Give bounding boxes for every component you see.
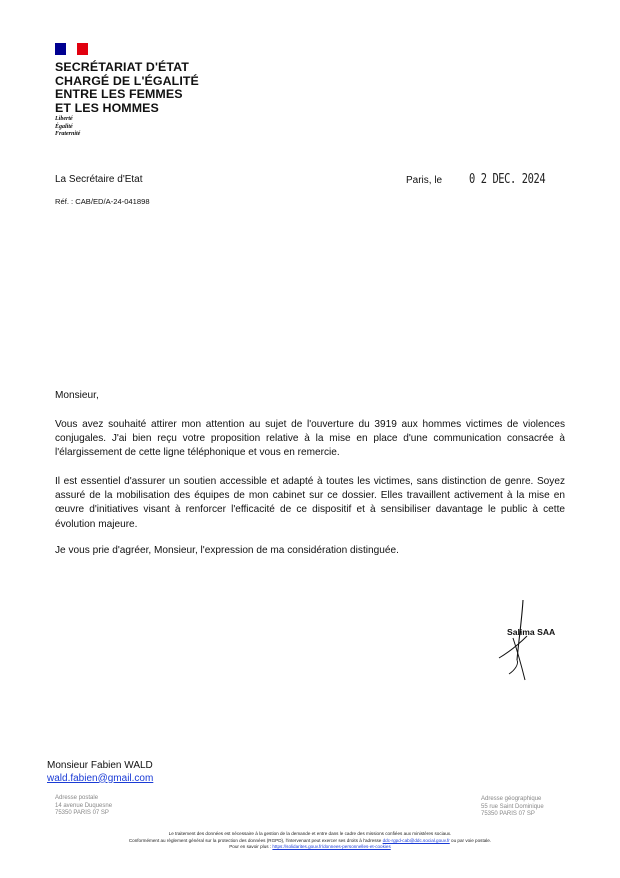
- motto-line: Égalité: [55, 123, 73, 130]
- postal-address: [55, 795, 112, 818]
- french-flag-logo: [55, 43, 88, 55]
- address-line: Adresse géographique: [481, 796, 542, 802]
- paragraph: Vous avez souhaité attirer mon attention au sujet de l'ouverture du 3919 aux hommes victimes de violences conjugales. J'ai bien reçu votre proposition relative à la mise en place d'une communication consacrée à l'élargissement de cette ligne téléphonique et vous en remercie.: [55, 419, 565, 459]
- footer-line: [0, 844, 620, 851]
- ministry-line: ET LES HOMMES: [55, 100, 159, 115]
- ministry-line: SECRÉTARIAT D'ÉTAT: [55, 60, 189, 74]
- footer-line: [0, 838, 620, 845]
- sender-title: La Secrétaire d'Etat: [55, 174, 143, 185]
- handwritten-signature: [495, 598, 545, 683]
- geographic-address: [481, 796, 544, 819]
- address-line: 75350 PARIS 07 SP: [55, 810, 109, 817]
- recipient-block: [47, 760, 153, 785]
- signatory-name: Salima SAA: [507, 627, 556, 637]
- paragraph: Il est essentiel d'assurer un soutien accessible et adapté à toutes les victimes, sans distinction de genre. Soyez assuré de la mobilisation des équipes de mon cabinet sur ce dossier. Elles travaillent activement à la mise en œuvre d'initiatives visant à renforcer l'efficacité de ce dispositif et à sensibiliser davantage le public à cette évolution majeure.: [55, 476, 565, 530]
- ministry-line: ENTRE LES FEMMES: [55, 87, 183, 102]
- gdpr-footer: [0, 831, 620, 851]
- flag-blue-band: [55, 43, 66, 55]
- salutation: Monsieur,: [55, 390, 99, 401]
- ministry-line: CHARGÉ DE L'ÉGALITÉ: [55, 73, 199, 88]
- date-stamp: 0 2 DEC. 2024: [469, 172, 546, 187]
- reference-number: Réf. : CAB/ED/A-24-041898: [55, 197, 150, 206]
- motto-line: Liberté: [55, 116, 73, 122]
- footer-line: Le traitement des données est nécessaire à la gestion de la demande et entre dans le cadre des missions confiées aux ministères sociaux.: [168, 831, 452, 836]
- recipient-name: Monsieur Fabien WALD: [47, 760, 153, 771]
- paragraph: Je vous prie d'agréer, Monsieur, l'expression de ma considération distinguée.: [55, 545, 399, 556]
- republic-motto: [55, 116, 80, 139]
- address-line: Adresse postale: [55, 795, 99, 801]
- footer-privacy-link[interactable]: https://solidarites.gouv.fr/donnees-personnelles-et-cookies: [272, 844, 391, 850]
- recipient-email-link[interactable]: wald.fabien@gmail.com: [47, 772, 154, 784]
- footer-text: Conformément au règlement général sur la protection des données (RGPD), l'intervenant peut exercer ses droits à l'adresse: [128, 837, 383, 843]
- address-line: 55 rue Saint Dominique: [481, 803, 544, 810]
- place-label: Paris, le: [406, 175, 443, 186]
- address-line: 14 avenue Duquesne: [55, 802, 113, 809]
- footer-email-link[interactable]: ddc-rgpd-cab@ddc.social.gouv.fr: [382, 837, 450, 843]
- ministry-title: [55, 61, 199, 115]
- address-line: 75350 PARIS 07 SP: [481, 811, 535, 818]
- motto-line: Fraternité: [55, 131, 81, 137]
- footer-text: ou par voie postale.: [449, 837, 492, 843]
- footer-text: Pour en savoir plus :: [229, 844, 273, 850]
- flag-red-band: [77, 43, 88, 55]
- flag-white-band: [66, 43, 77, 55]
